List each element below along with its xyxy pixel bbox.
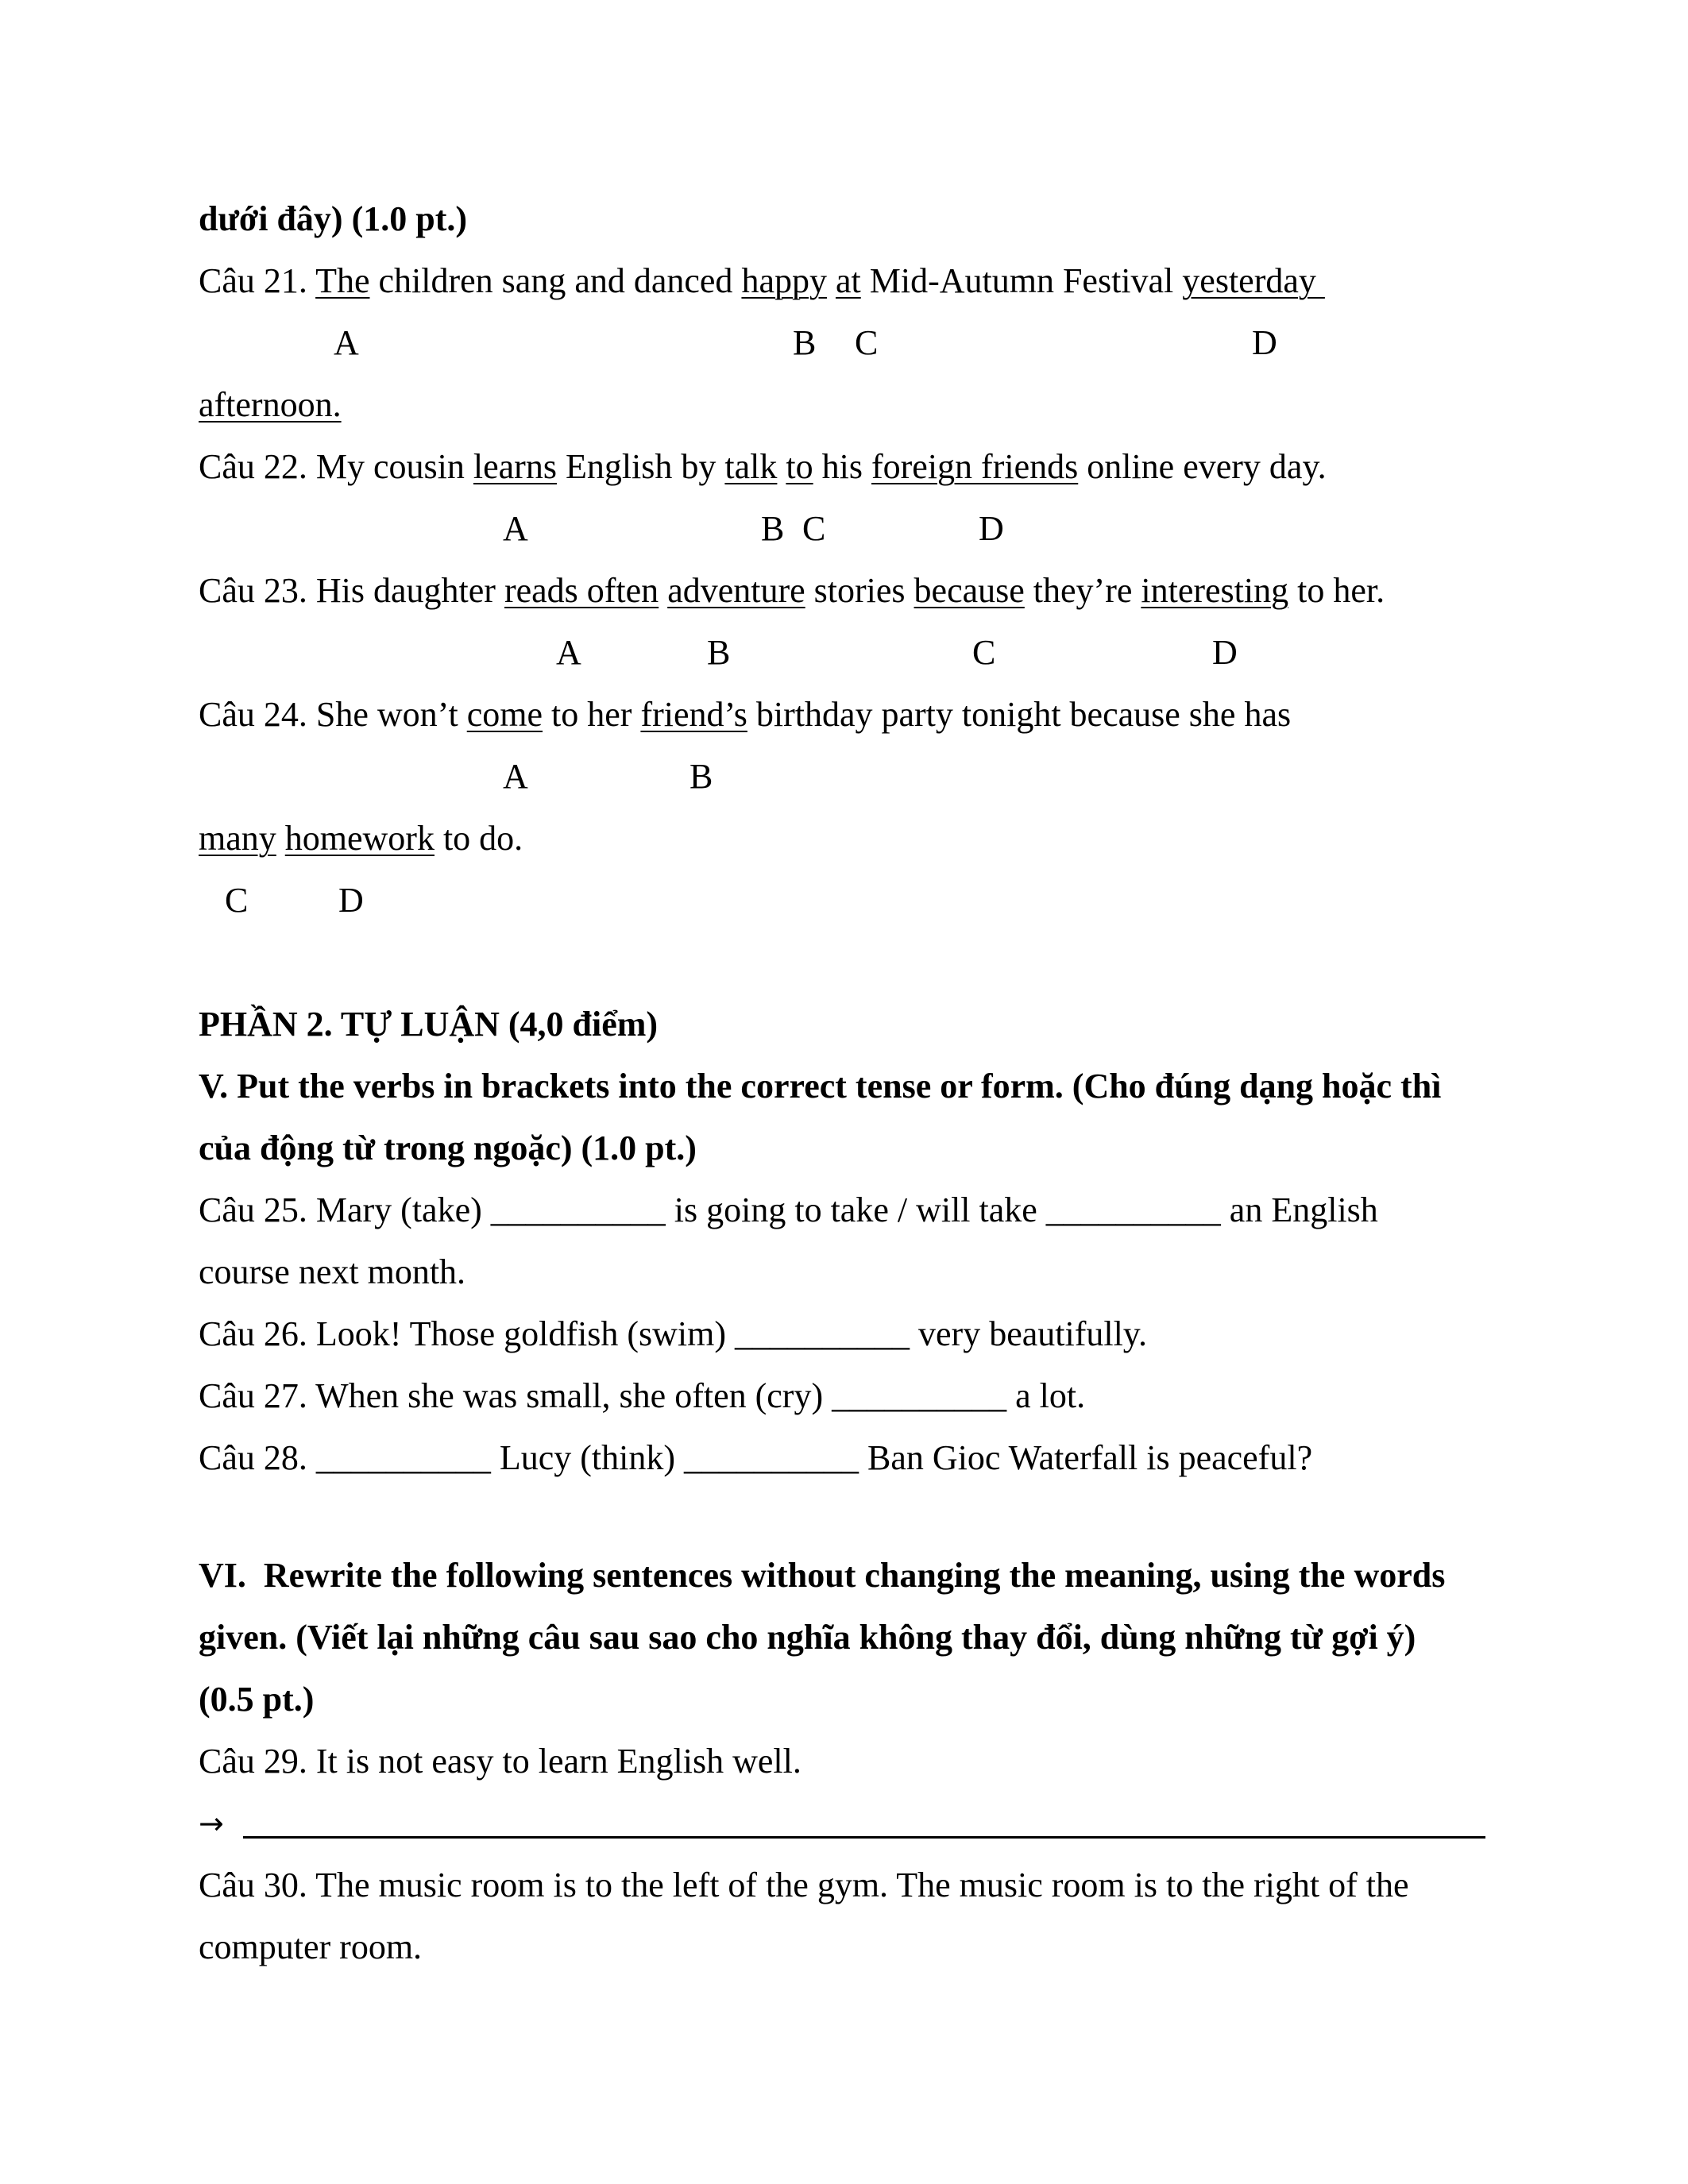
section-5-heading-line2: của động từ trong ngoặc) (1.0 pt.) [199,1129,697,1167]
q21-label-a: A [334,323,359,362]
q21-option-b: happy [741,261,827,300]
q21-option-a: The [315,261,370,300]
arrow-icon: → [199,1806,224,1841]
q24-label-c: C [225,881,249,920]
q21-option-d-cont: afternoon. [199,385,342,424]
section-6-heading-line1: VI. Rewrite the following sentences without changing the meaning, using the words [199,1556,1446,1595]
question-23: Câu 23. His daughter reads often adventure stories because they’re interesting to her. [199,571,1385,610]
question-24: Câu 24. She won’t come to her friend’s birthday party tonight because she has [199,695,1292,734]
question-29: Câu 29. It is not easy to learn English well. [199,1742,802,1781]
q22-label-a: A [503,509,528,548]
section-5-heading-line1: V. Put the verbs in brackets into the correct tense or form. (Cho đúng dạng hoặc thì [199,1067,1442,1106]
q24-label-d: D [338,881,364,920]
answer-line-29[interactable] [199,1801,1485,1849]
q22-option-d: foreign friends [871,447,1079,486]
q24-label-a: A [503,757,528,796]
question-28: Câu 28. __________ Lucy (think) __________ Ban Gioc Waterfall is peaceful? [199,1438,1313,1477]
q24-option-a: come [466,695,543,734]
q21-prefix: Câu 21. [199,261,316,300]
part-2-title: PHẦN 2. TỰ LUẬN (4,0 điểm) [199,1005,659,1044]
question-25-line1: Câu 25. Mary (take) __________ is going to take / will take __________ an English [199,1190,1378,1229]
section-heading-end: dưới đây) (1.0 pt.) [199,199,468,238]
question-26: Câu 26. Look! Those goldfish (swim) __________ very beautifully. [199,1314,1147,1353]
q23-option-a: reads often [504,571,659,610]
q23-label-b: B [707,633,731,672]
q22-label-d: D [979,509,1004,548]
q21-label-c: C [855,323,879,362]
section-6-heading-line3: (0.5 pt.) [199,1680,315,1719]
q21-label-d: D [1252,323,1277,362]
q23-option-d: interesting [1141,571,1289,610]
q24-option-b: friend’s [640,695,747,734]
question-27: Câu 27. When she was small, she often (cry) __________ a lot. [199,1376,1086,1415]
q23-option-c: because [914,571,1025,610]
question-24-continued: many homework to do. [199,819,523,858]
q22-label-c: C [802,509,826,548]
q21-option-c: at [835,261,861,300]
q22-option-a: learns [473,447,557,486]
section-6-heading-line2: given. (Viết lại những câu sau sao cho nghĩa không thay đổi, dùng những từ gợi ý) [199,1618,1416,1657]
q21-label-b: B [793,323,817,362]
q23-label-c: C [972,633,996,672]
q23-option-b: adventure [667,571,805,610]
question-22: Câu 22. My cousin learns English by talk to his foreign friends online every day. [199,447,1327,486]
q23-label-a: A [556,633,581,672]
question-25-line2: course next month. [199,1252,466,1291]
q24-label-b: B [689,757,713,796]
question-30-line2: computer room. [199,1927,423,1966]
q24-option-c: many [199,819,276,858]
q22-option-b: talk [724,447,778,486]
q22-option-c: to [786,447,813,486]
question-30-line1: Câu 30. The music room is to the left of the gym. The music room is to the right of the [199,1866,1409,1904]
q23-label-d: D [1212,633,1238,672]
q22-label-b: B [761,509,785,548]
question-21: Câu 21. The children sang and danced happy at Mid-Autumn Festival yesterday [199,261,1325,300]
question-21-continued [199,383,342,427]
q21-option-d: yesterday [1182,261,1325,300]
answer-blank-line [243,1836,1485,1839]
q24-option-d: homework [284,819,435,858]
